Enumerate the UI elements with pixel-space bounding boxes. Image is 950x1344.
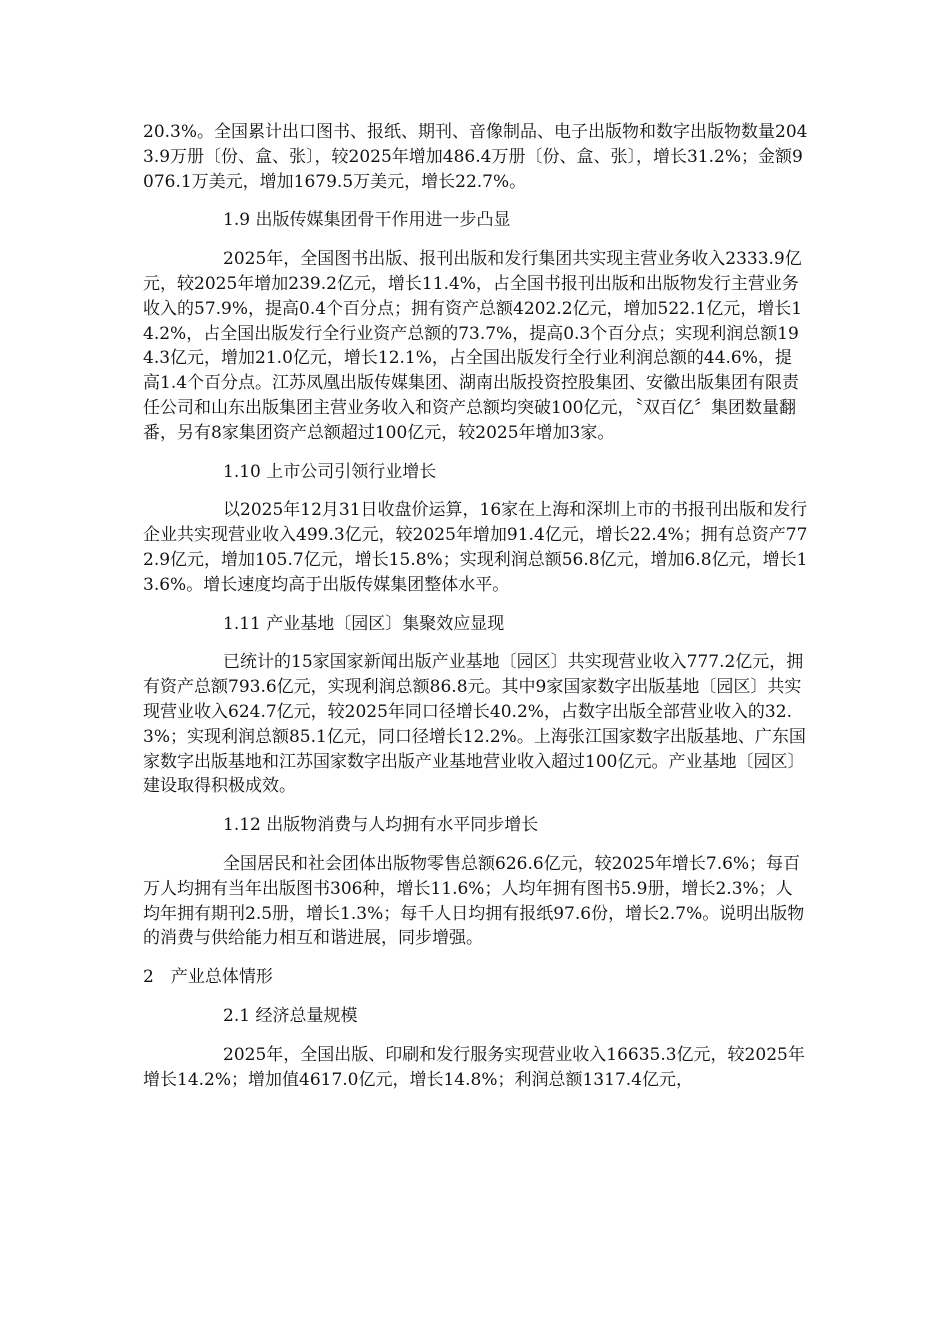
paragraph-consumption: 全国居民和社会团体出版物零售总额626.6亿元，较2025年增长7.6%；每百万人均拥有当年出版图书306种，增长11.6%；人均年拥有图书5.9册，增长2.3%；人均年拥有期刊2.5册，增长1.3%；每千人日均拥有报纸97.6份，增长2.7%。说明出版物的消费与供给能力相互和谐进展，同步增强。 [143, 853, 805, 949]
paragraph-industry-bases: 已统计的15家国家新闻出版产业基地〔园区〕共实现营业收入777.2亿元，拥有资产总额793.6亿元，实现利润总额86.8元。其中9家国家数字出版基地〔园区〕共实现营业收入624.7亿元，较2025年同口径增长40.2%，占数字出版全部营业收入的32.3%；实现利润总额85.1亿元，同口径增长12.2%。上海张江国家数字出版基地、广东国家数字出版基地和江苏国家数字出版产业基地营业收入超过100亿元。产业基地〔园区〕建设取得积极成效。 [143, 652, 806, 797]
paragraph-listed-companies: 以2025年12月31日收盘价运算，16家在上海和深圳上市的书报刊出版和发行企业共实现营业收入499.3亿元，较2025年增加91.4亿元，增长22.4%；拥有总资产772.9亿元，增加105.7亿元，增长15.8%；实现利润总额56.8亿元，增加6.8亿元，增长13.6%。增长速度均高于出版传媒集团整体水平。 [143, 500, 808, 595]
section-heading-1-12: 1.12 出版物消费与人均拥有水平同步增长 [223, 815, 539, 836]
document-body [143, 120, 808, 1092]
paragraph-export-stats: 20.3%。全国累计出口图书、报纸、期刊、音像制品、电子出版物和数字出版物数量2043.9万册〔份、盒、张〕，较2025年增加486.4万册〔份、盒、张〕，增长31.2%；金额9076.1万美元，增加1679.5万美元，增长22.7%。 [143, 122, 808, 192]
section-heading-1-11: 1.11 产业基地〔园区〕集聚效应显现 [223, 613, 505, 634]
section-heading-1-10: 1.10 上市公司引领行业增长 [223, 461, 437, 482]
chapter-heading-2: 2 产业总体情形 [143, 967, 273, 988]
section-heading-2-1: 2.1 经济总量规模 [223, 1005, 358, 1026]
paragraph-economic-scale: 2025年，全国出版、印刷和发行服务实现营业收入16635.3亿元，较2025年增长14.2%；增加值4617.0亿元，增长14.8%；利润总额1317.4亿元， [143, 1044, 805, 1090]
paragraph-media-groups: 2025年，全国图书出版、报刊出版和发行集团共实现主营业务收入2333.9亿元，较2025年增加239.2亿元，增长11.4%，占全国书报刊出版和出版物发行主营业务收入的57.9%，提高0.4个百分点；拥有资产总额4202.2亿元，增加522.1亿元，增长14.2%，占全国出版发行全行业资产总额的73.7%，提高0.3个百分点；实现利润总额194.3亿元，增加21.0亿元，增长12.1%，占全国出版发行全行业利润总额的44.6%，提高1.4个百分点。江苏凤凰出版传媒集团、湖南出版投资控股集团、安徽出版集团有限责任公司和山东出版集团主营业务收入和资产总额均突破100亿元，〝双百亿〞集团数量翻番，另有8家集团资产总额超过100亿元，较2025年增加3家。 [143, 249, 803, 443]
section-heading-1-9: 1.9 出版传媒集团骨干作用进一步凸显 [223, 210, 511, 231]
